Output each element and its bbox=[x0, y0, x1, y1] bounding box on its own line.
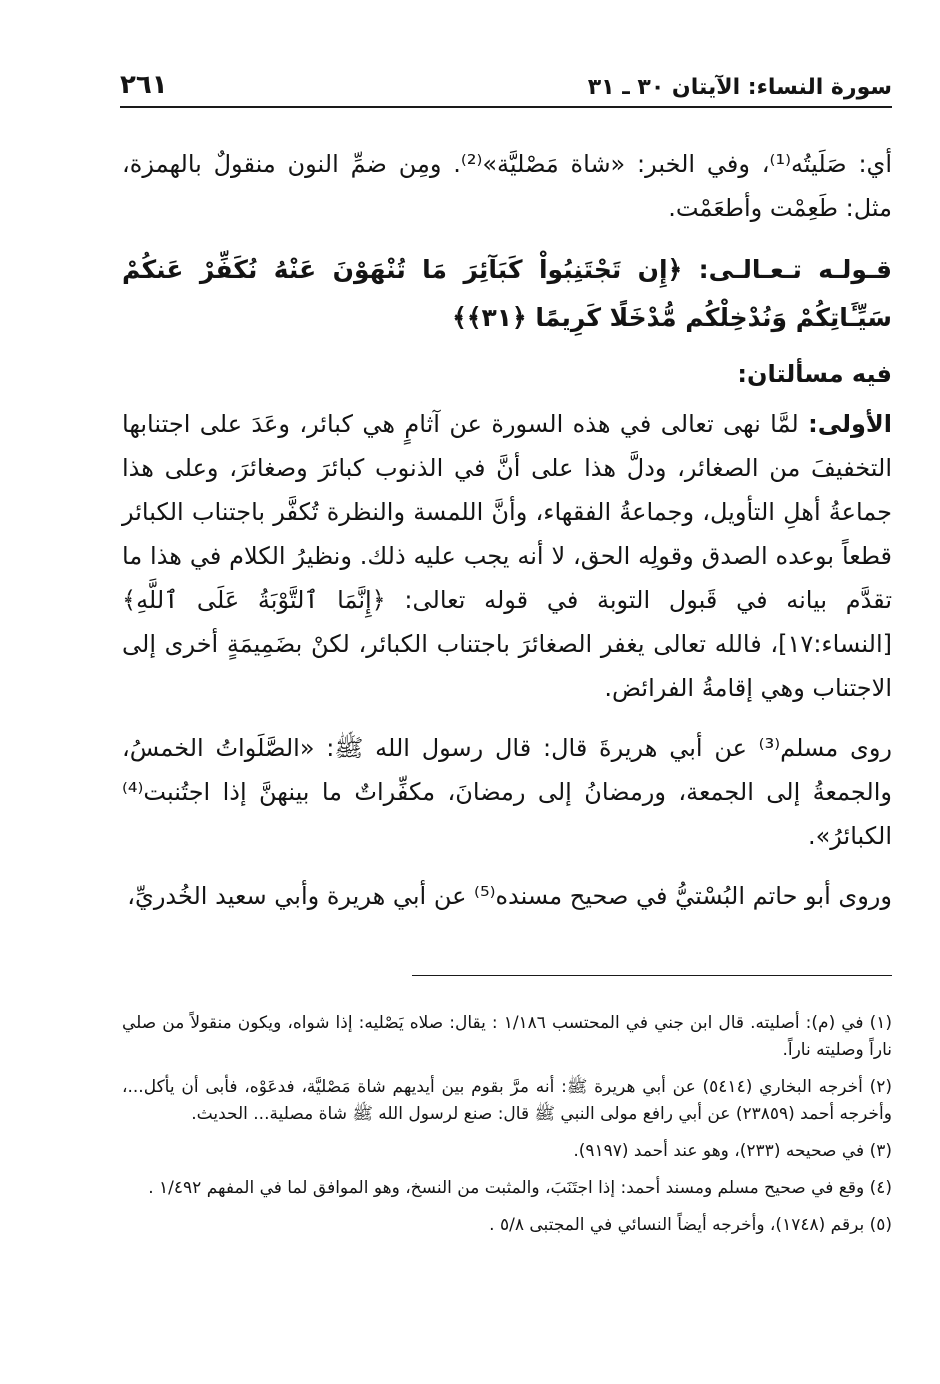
first-issue-label: الأولى: bbox=[808, 410, 892, 438]
footnote-2: (٢) أخرجه البخاري (٥٤١٤) عن أبي هريرة ﷺ: أنه مرَّ بقوم بين أيديهم شاة مَصْليَّة، فدعَوْه، فأبى أن يأكل...، وأخرجه أحمد (٢٣٨٥٩) عن أبي رافع مولى النبي ﷺ قال: صنع لرسول الله ﷺ شاة مصلية... الحديث. bbox=[122, 1077, 892, 1124]
running-title: سورة النساء: الآيتان ٣٠ ـ ٣١ bbox=[587, 75, 892, 100]
header-rule bbox=[120, 106, 892, 108]
paragraph-definition: أي: صَلَيتُه⁽¹⁾، وفي الخبر: «شاة مَصْليَّة»⁽²⁾. ومِن ضمِّ النون منقولٌ بالهمزة، مثل: طَعِمْت وأطعَمْت. bbox=[122, 150, 893, 222]
main-text bbox=[122, 142, 892, 934]
page-header bbox=[120, 58, 892, 100]
paragraph-first-issue bbox=[122, 402, 892, 710]
footnote-1: (١) في (م): أصليته. قال ابن جني في المحتسب ١/١٨٦ : يقال: صلاه يَصْليه: إذا شواه، ويكون منقولاً من صلي ناراً وصليته ناراً. bbox=[122, 1013, 893, 1060]
footnote-5: (٥) برقم (١٧٤٨)، وأخرجه أيضاً النسائي في المجتبى ٥/٨ . bbox=[489, 1215, 892, 1235]
footnotes bbox=[122, 1010, 892, 1249]
paragraph-muslim-hadith: روى مسلم⁽³⁾ عن أبي هريرةَ قال: قال رسول الله ﷺ: «الصَّلَواتُ الخمسُ، والجمعةُ إلى الجمعة، ورمضانُ إلى رمضانَ، مكفِّراتٌ ما بينهنَّ إذا اجتُنبت⁽⁴⁾ الكبائرُ». bbox=[122, 734, 893, 850]
verse-intro: قـولـه تـعـالـى: bbox=[698, 255, 892, 284]
paragraph-ibn-hibban: وروى أبو حاتم البُسْتيُّ في صحيح مسنده⁽⁵⁾ عن أبي هريرة وأبي سعيد الخُدريِّ، bbox=[127, 882, 892, 910]
footnote-4: (٤) وقع في صحيح مسلم ومسند أحمد: إذا اجتَنَبَ، والمثبت من النسخ، وهو الموافق لما في المفهم ١/٤٩٢ . bbox=[148, 1178, 892, 1198]
first-issue-text: لمَّا نهى تعالى في هذه السورة عن آثامٍ هي كبائر، وعَدَ على اجتنابها التخفيفَ من الصغائر، ودلَّ هذا على أنَّ في الذنوب كبائرَ وصغائرَ، وعلى هذا جماعةُ أهلِ التأويل، وجماعةُ الفقهاء، وأنَّ اللمسة والنظرة تُكفَّر باجتناب الكبائر قطعاً بوعده الصدق وقولِه الحق، لا أنه يجب عليه ذلك. ونظيرُ الكلام في هذا ما تقدَّم بيانه في قَبول التوبة في قوله تعالى: ﴿إِنَّمَا ٱلتَّوْبَةُ عَلَى ٱللَّهِ﴾ [النساء:١٧]، فالله تعالى يغفر الصغائرَ باجتناب الكبائر، لكنْ بضَمِيمَةٍ أخرى إلى الاجتناب وهي إقامةُ الفرائض. bbox=[122, 410, 892, 702]
section-heading: فيه مسألتان: bbox=[737, 360, 892, 388]
page-number: ٢٦١ bbox=[120, 70, 168, 100]
footnote-3: (٣) في صحيحه (٢٣٣)، وهو عند أحمد (٩١٩٧). bbox=[573, 1141, 892, 1161]
quran-verse bbox=[122, 246, 892, 342]
verse-text: ﴿إِن تَجْتَنِبُواْ كَبَآئِرَ مَا تُنْهَوْنَ عَنْهُ نُكَفِّرْ عَنكُمْ سَيِّـَٔاتِكُمْ وَنُدْخِلْكُم مُّدْخَلًا كَرِيمًا ﴿٣١﴾﴾ bbox=[122, 255, 892, 332]
footnote-rule bbox=[412, 975, 892, 976]
